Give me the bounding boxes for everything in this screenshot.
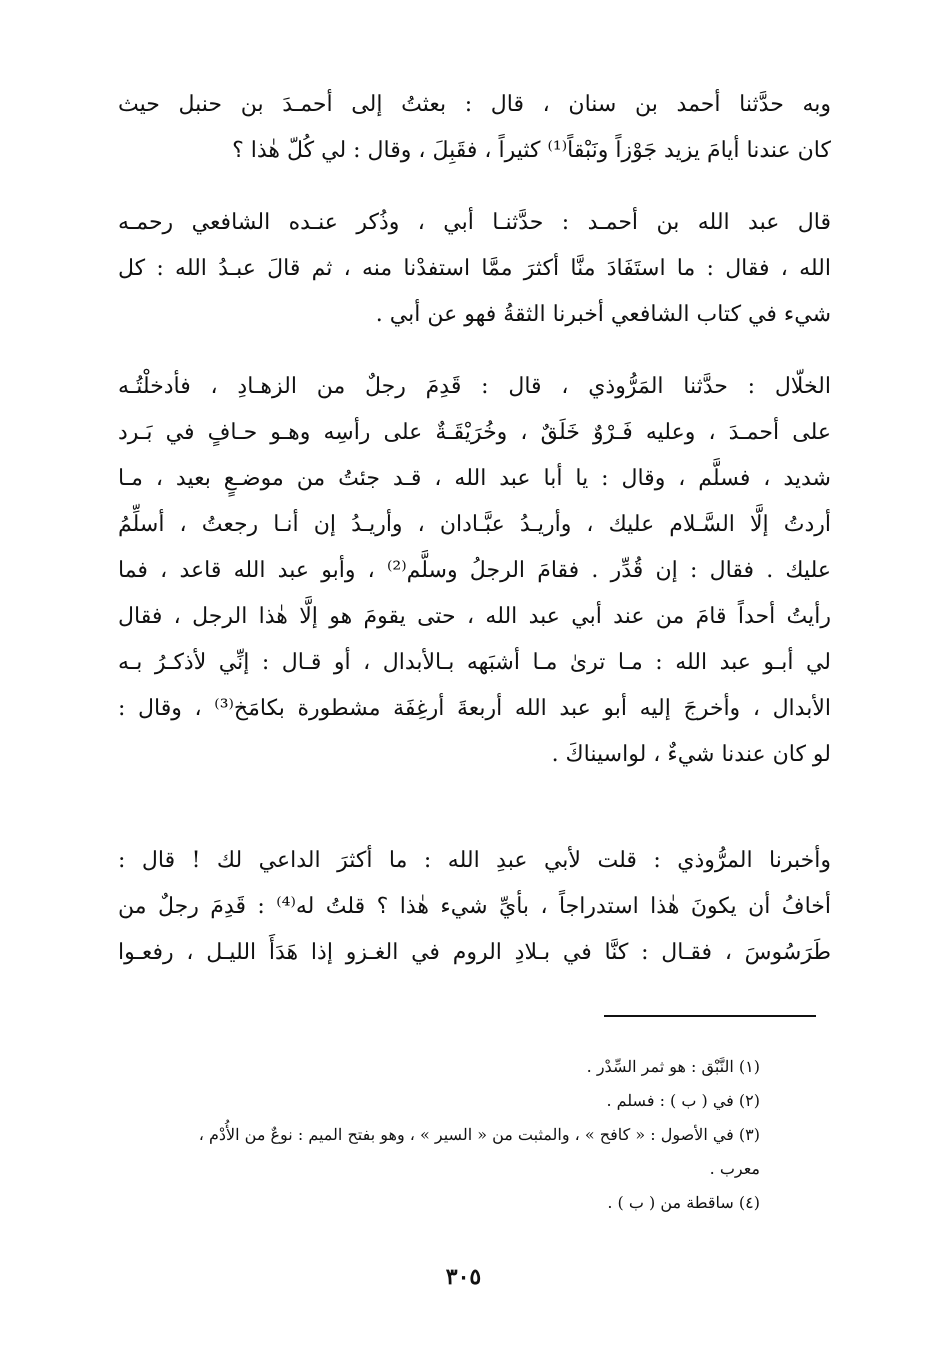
footnote-4: (٤) ساقطة من ( ب ) .: [607, 1193, 760, 1212]
text-line: الله ، فقال : ما استَفَادَ منَّا أكثرَ ممَّا استفدْنا منه ، ثم قالَ عبـدُ الله : كل: [118, 256, 831, 281]
text-line: شيء في كتاب الشافعي أخبرنا الثقةُ فهو عن أبي .: [375, 302, 831, 327]
text-line: عليك . فقال : إن قُدِّر . فقامَ الرجلُ وسلَّم⁽²⁾ ، وأبو عبد الله قاعد ، فما: [118, 558, 831, 583]
text-line: الخلّال : حدَّثنا المَرُّوذي ، قال : قَدِمَ رجلٌ من الزهـادِ ، فأدخلْتُـه: [118, 374, 831, 399]
paragraph-marrudhi: [118, 838, 831, 976]
text-line: رأيتُ أحداً قامَ من عند أبي عبد الله ، حتى يقومَ هو إلَّا هٰذا الرجل ، فقال: [118, 604, 831, 629]
text-line: على أحمـدَ ، وعليه فَـرْوٌ خَلَقٌ ، وخُرَيْقَـةٌ على رأسِه وهـو حـافٍ في بَـرد: [118, 420, 831, 445]
text-line: قال عبد الله بن أحمـد : حدَّثنـا أبي ، وذُكر عنـده الشافعي رحمـه: [118, 210, 831, 235]
footnote-separator: [604, 1015, 816, 1017]
paragraph-ibn-sinan: [118, 82, 831, 174]
footnote-2: (٢) في ( ب ) : فسلم .: [606, 1091, 760, 1110]
footnote-3-continuation: معرب .: [709, 1159, 760, 1178]
text-line: كان عندنا أيامَ يزيد جَوْزاً ونَبْقاً⁽¹⁾ كثيراً ، فقَبِلَ ، وقال : لي كُلّ هٰذا ؟: [232, 138, 831, 163]
text-line: لي أبـو عبد الله : مـا ترىٰ مـا أشبَهه بـالأبدال ، أو قـال : إنِّي لأذكـرُ بـه: [118, 650, 831, 675]
text-line: وأخبرنا المرُّوذي : قلت لأبي عبدِ الله : ما أكثرَ الداعي لك ! قال :: [118, 848, 831, 873]
footnotes: [140, 1050, 760, 1220]
footnote-1: (١) النَّبْق : هو ثمر السِّدْر .: [586, 1057, 760, 1076]
text-line: طَرَسُوسَ ، فقـال : كنَّا في بـلادِ الروم في الغـزو إذا هَدَأَ الليـل ، رفعـوا: [118, 940, 831, 965]
paragraph-shafii: [118, 200, 831, 338]
paragraph-khallal: [118, 364, 831, 778]
footnote-3: (٣) في الأصول : « كافح » ، والمثبت من « السير » ، وهو بفتح الميم : نوعٌ من الأُدْم ،: [198, 1125, 760, 1144]
text-line: وبه حدَّثنا أحمد بن سنان ، قال : بعثتُ إلى أحمـدَ بن حنبل حيث: [118, 92, 831, 117]
text-line: أخافُ أن يكونَ هٰذا استدراجاً ، بأيِّ شيء هٰذا ؟ قلتُ له⁽⁴⁾ : قَدِمَ رجلٌ من: [118, 894, 831, 919]
text-line: الأبدال ، وأخرجَ إليه أبو عبد الله أربعةَ أرغِفَة مشطورة بكامَخ⁽³⁾ ، وقال :: [118, 696, 831, 721]
text-line: شديد ، فسلَّم ، وقال : يا أبا عبد الله ، قـد جئتُ من موضـعٍ بعيد ، مـا: [118, 466, 831, 491]
page-number: ٣٠٥: [445, 1264, 482, 1290]
text-line: لو كان عندنا شيءٌ ، لواسيناكَ .: [551, 742, 831, 767]
text-line: أردتُ إلَّا السَّـلام عليك ، وأريـدُ عبَّـادان ، وأريـدُ إن أنـا رجعتُ ، أسلِّمُ: [118, 512, 831, 537]
